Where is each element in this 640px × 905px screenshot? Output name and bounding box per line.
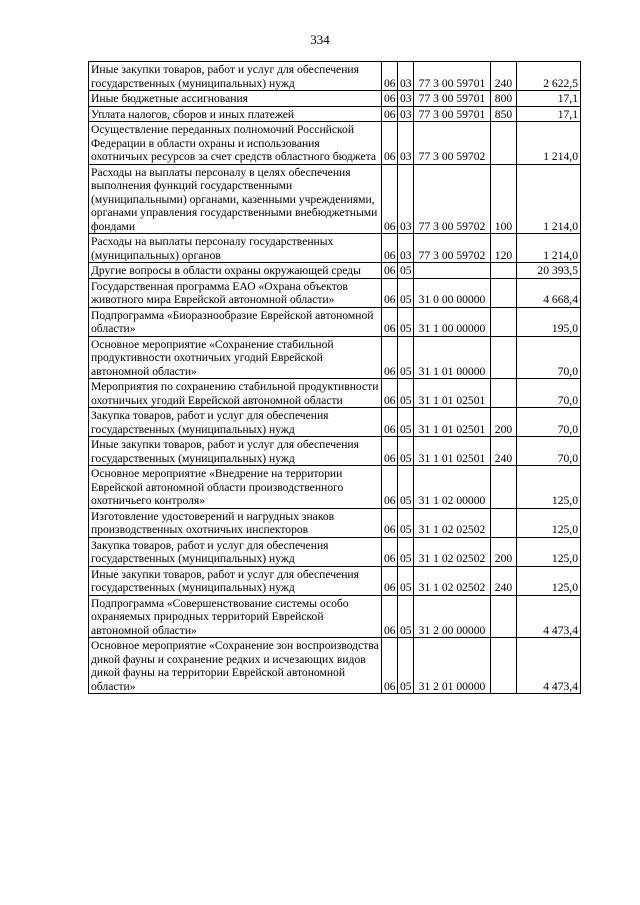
row-expense-type: 100	[491, 164, 517, 234]
row-name: Уплата налогов, сборов и иных платежей	[89, 106, 382, 122]
row-target-code: 31 1 01 00000	[414, 336, 491, 379]
table-row	[89, 62, 581, 91]
row-expense-type	[491, 263, 517, 279]
row-section-code: 06	[382, 263, 398, 279]
row-subsection-code: 05	[398, 307, 414, 336]
row-expense-type: 200	[491, 408, 517, 437]
table-row	[89, 164, 581, 234]
row-subsection-code: 03	[398, 91, 414, 107]
row-amount: 1 214,0	[517, 122, 581, 165]
row-amount: 17,1	[517, 91, 581, 107]
row-expense-type	[491, 508, 517, 537]
table-row	[89, 106, 581, 122]
row-expense-type: 240	[491, 566, 517, 595]
row-amount: 1 214,0	[517, 164, 581, 234]
row-amount: 125,0	[517, 566, 581, 595]
row-section-code: 06	[382, 466, 398, 509]
row-subsection-code: 05	[398, 508, 414, 537]
row-section-code: 06	[382, 508, 398, 537]
row-section-code: 06	[382, 106, 398, 122]
row-section-code: 06	[382, 566, 398, 595]
row-section-code: 06	[382, 336, 398, 379]
row-subsection-code: 05	[398, 537, 414, 566]
row-expense-type: 800	[491, 91, 517, 107]
row-target-code: 31 1 01 02501	[414, 408, 491, 437]
row-section-code: 06	[382, 638, 398, 694]
row-name: Расходы на выплаты персоналу в целях обеспечения выполнения функций государственными (муниципальными) органами, казенными учреждениями, органами управления государственными внебюджетными фондами	[89, 164, 382, 234]
table-row	[89, 336, 581, 379]
row-amount: 125,0	[517, 466, 581, 509]
page-number: 334	[310, 32, 330, 47]
row-name: Другие вопросы в области охраны окружающей среды	[89, 263, 382, 279]
row-name: Изготовление удостоверений и нагрудных знаков производственных охотничьих инспекторов	[89, 508, 382, 537]
row-target-code: 31 2 01 00000	[414, 638, 491, 694]
table-row	[89, 379, 581, 408]
row-expense-type: 240	[491, 437, 517, 466]
table-row	[89, 437, 581, 466]
row-name: Мероприятия по сохранению стабильной продуктивности охотничьих угодий Еврейской автономной области	[89, 379, 382, 408]
row-section-code: 06	[382, 595, 398, 638]
table-row	[89, 263, 581, 279]
row-expense-type	[491, 379, 517, 408]
budget-table	[88, 61, 581, 694]
row-name: Подпрограмма «Биоразнообразие Еврейской автономной области»	[89, 307, 382, 336]
row-amount: 70,0	[517, 336, 581, 379]
row-subsection-code: 05	[398, 638, 414, 694]
row-name: Иные бюджетные ассигнования	[89, 91, 382, 107]
row-amount: 2 622,5	[517, 62, 581, 91]
row-subsection-code: 05	[398, 278, 414, 307]
row-target-code: 77 3 00 59702	[414, 122, 491, 165]
row-amount: 70,0	[517, 437, 581, 466]
row-subsection-code: 05	[398, 408, 414, 437]
row-subsection-code: 05	[398, 566, 414, 595]
row-section-code: 06	[382, 307, 398, 336]
row-target-code: 77 3 00 59701	[414, 62, 491, 91]
row-target-code: 77 3 00 59702	[414, 164, 491, 234]
row-target-code: 77 3 00 59702	[414, 234, 491, 263]
table-row	[89, 508, 581, 537]
row-target-code: 31 0 00 00000	[414, 278, 491, 307]
row-subsection-code: 03	[398, 62, 414, 91]
row-expense-type	[491, 595, 517, 638]
row-amount: 70,0	[517, 379, 581, 408]
row-subsection-code: 05	[398, 466, 414, 509]
row-subsection-code: 05	[398, 437, 414, 466]
budget-table-body	[89, 62, 581, 694]
row-name: Основное мероприятие «Внедрение на территории Еврейской автономной области производственного охотничьего контроля»	[89, 466, 382, 509]
row-section-code: 06	[382, 122, 398, 165]
row-target-code: 77 3 00 59701	[414, 106, 491, 122]
row-amount: 4 473,4	[517, 638, 581, 694]
row-section-code: 06	[382, 379, 398, 408]
table-row	[89, 566, 581, 595]
row-amount: 17,1	[517, 106, 581, 122]
row-amount: 4 473,4	[517, 595, 581, 638]
row-target-code: 31 1 02 02502	[414, 508, 491, 537]
row-expense-type	[491, 278, 517, 307]
row-name: Основное мероприятие «Сохранение стабильной продуктивности охотничьих угодий Еврейской автономной области»	[89, 336, 382, 379]
table-row	[89, 307, 581, 336]
row-name: Иные закупки товаров, работ и услуг для обеспечения государственных (муниципальных) нужд	[89, 437, 382, 466]
row-amount: 20 393,5	[517, 263, 581, 279]
row-section-code: 06	[382, 62, 398, 91]
row-subsection-code: 03	[398, 234, 414, 263]
row-expense-type: 240	[491, 62, 517, 91]
row-name: Иные закупки товаров, работ и услуг для обеспечения государственных (муниципальных) нужд	[89, 62, 382, 91]
row-name: Государственная программа ЕАО «Охрана объектов животного мира Еврейской автономной области»	[89, 278, 382, 307]
row-name: Закупка товаров, работ и услуг для обеспечения государственных (муниципальных) нужд	[89, 537, 382, 566]
row-amount: 70,0	[517, 408, 581, 437]
row-expense-type	[491, 122, 517, 165]
row-target-code: 77 3 00 59701	[414, 91, 491, 107]
row-amount: 195,0	[517, 307, 581, 336]
row-expense-type	[491, 336, 517, 379]
row-name: Подпрограмма «Совершенствование системы особо охраняемых природных территорий Еврейской автономной области»	[89, 595, 382, 638]
table-row	[89, 595, 581, 638]
row-subsection-code: 03	[398, 164, 414, 234]
row-target-code: 31 2 00 00000	[414, 595, 491, 638]
row-target-code: 31 1 02 02502	[414, 566, 491, 595]
row-amount: 1 214,0	[517, 234, 581, 263]
row-name: Иные закупки товаров, работ и услуг для обеспечения государственных (муниципальных) нужд	[89, 566, 382, 595]
row-target-code: 31 1 02 00000	[414, 466, 491, 509]
row-amount: 125,0	[517, 537, 581, 566]
row-section-code: 06	[382, 278, 398, 307]
row-expense-type: 120	[491, 234, 517, 263]
table-row	[89, 122, 581, 165]
row-target-code	[414, 263, 491, 279]
row-section-code: 06	[382, 234, 398, 263]
row-target-code: 31 1 01 02501	[414, 379, 491, 408]
row-name: Расходы на выплаты персоналу государственных (муниципальных) органов	[89, 234, 382, 263]
row-subsection-code: 05	[398, 336, 414, 379]
table-row	[89, 638, 581, 694]
row-expense-type: 200	[491, 537, 517, 566]
row-section-code: 06	[382, 91, 398, 107]
row-expense-type	[491, 466, 517, 509]
row-subsection-code: 05	[398, 263, 414, 279]
row-target-code: 31 1 02 02502	[414, 537, 491, 566]
row-section-code: 06	[382, 408, 398, 437]
row-subsection-code: 03	[398, 122, 414, 165]
row-name: Осуществление переданных полномочий Российской Федерации в области охраны и использования охотничьих ресурсов за счет средств областного бюджета	[89, 122, 382, 165]
row-amount: 125,0	[517, 508, 581, 537]
row-subsection-code: 05	[398, 595, 414, 638]
table-row	[89, 466, 581, 509]
row-section-code: 06	[382, 437, 398, 466]
row-section-code: 06	[382, 537, 398, 566]
table-row	[89, 408, 581, 437]
row-section-code: 06	[382, 164, 398, 234]
row-target-code: 31 1 00 00000	[414, 307, 491, 336]
row-name: Закупка товаров, работ и услуг для обеспечения государственных (муниципальных) нужд	[89, 408, 382, 437]
row-target-code: 31 1 01 02501	[414, 437, 491, 466]
table-row	[89, 234, 581, 263]
table-row	[89, 537, 581, 566]
row-subsection-code: 03	[398, 106, 414, 122]
row-name: Основное мероприятие «Сохранение зон воспроизводства дикой фауны и сохранение редких и исчезающих видов дикой фауны на территории Еврейской автономной области»	[89, 638, 382, 694]
row-amount: 4 668,4	[517, 278, 581, 307]
row-subsection-code: 05	[398, 379, 414, 408]
row-expense-type	[491, 638, 517, 694]
table-row	[89, 91, 581, 107]
row-expense-type	[491, 307, 517, 336]
row-expense-type: 850	[491, 106, 517, 122]
table-row	[89, 278, 581, 307]
